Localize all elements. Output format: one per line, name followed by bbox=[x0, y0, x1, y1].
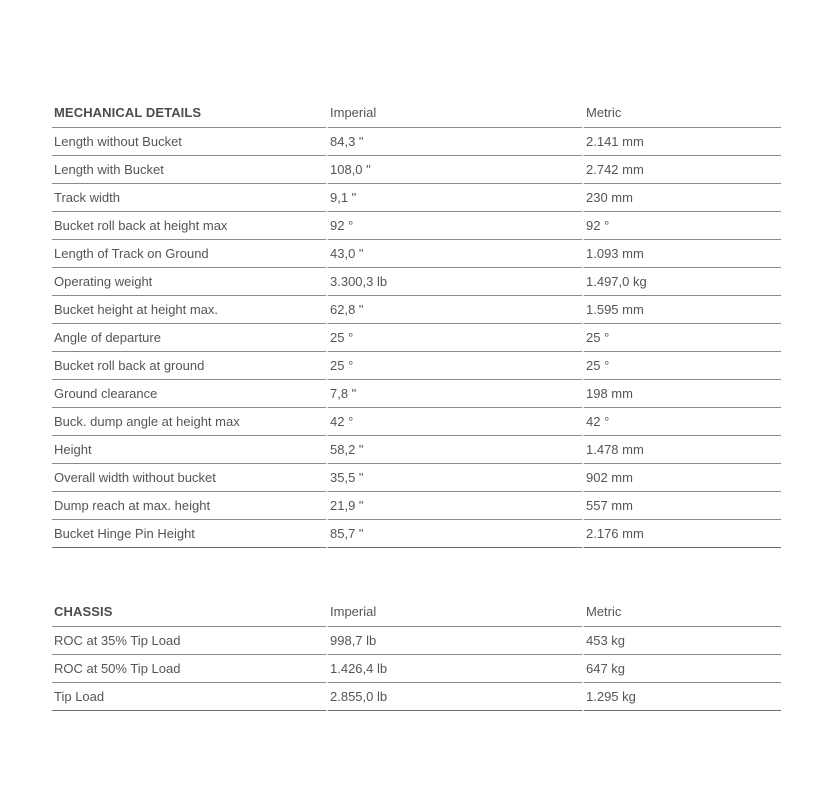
spec-label: ROC at 35% Tip Load bbox=[52, 627, 328, 655]
table-row bbox=[52, 184, 781, 212]
column-header-imperial: Imperial bbox=[328, 95, 584, 128]
column-header-metric: Metric bbox=[584, 95, 781, 128]
imperial-value: 1.426,4 lb bbox=[328, 655, 584, 683]
table-row bbox=[52, 408, 781, 436]
imperial-value: 9,1 " bbox=[328, 184, 584, 212]
imperial-value: 58,2 " bbox=[328, 436, 584, 464]
metric-value: 42 ° bbox=[584, 408, 781, 436]
imperial-value: 25 ° bbox=[328, 352, 584, 380]
table-header-row bbox=[52, 95, 781, 128]
imperial-value: 998,7 lb bbox=[328, 627, 584, 655]
spec-label: Length without Bucket bbox=[52, 128, 328, 156]
metric-value: 25 ° bbox=[584, 352, 781, 380]
table-row bbox=[52, 380, 781, 408]
spec-label: Ground clearance bbox=[52, 380, 328, 408]
spec-label: Dump reach at max. height bbox=[52, 492, 328, 520]
table-row bbox=[52, 296, 781, 324]
spec-label: Angle of departure bbox=[52, 324, 328, 352]
spec-label: Tip Load bbox=[52, 683, 328, 711]
imperial-value: 2.855,0 lb bbox=[328, 683, 584, 711]
spec-label: Track width bbox=[52, 184, 328, 212]
table-row bbox=[52, 464, 781, 492]
imperial-value: 21,9 " bbox=[328, 492, 584, 520]
table-row bbox=[52, 492, 781, 520]
metric-value: 198 mm bbox=[584, 380, 781, 408]
spec-label: Bucket Hinge Pin Height bbox=[52, 520, 328, 548]
metric-value: 647 kg bbox=[584, 655, 781, 683]
metric-value: 1.295 kg bbox=[584, 683, 781, 711]
spec-label: Length of Track on Ground bbox=[52, 240, 328, 268]
column-header-imperial: Imperial bbox=[328, 594, 584, 627]
metric-value: 2.176 mm bbox=[584, 520, 781, 548]
table-row bbox=[52, 436, 781, 464]
spec-label: Bucket roll back at height max bbox=[52, 212, 328, 240]
table-row bbox=[52, 240, 781, 268]
imperial-value: 108,0 " bbox=[328, 156, 584, 184]
imperial-value: 84,3 " bbox=[328, 128, 584, 156]
chassis-table bbox=[52, 594, 781, 711]
table-row bbox=[52, 627, 781, 655]
imperial-value: 62,8 " bbox=[328, 296, 584, 324]
table-row bbox=[52, 520, 781, 548]
spec-label: Bucket height at height max. bbox=[52, 296, 328, 324]
metric-value: 92 ° bbox=[584, 212, 781, 240]
imperial-value: 35,5 " bbox=[328, 464, 584, 492]
metric-value: 1.478 mm bbox=[584, 436, 781, 464]
table-header-row bbox=[52, 594, 781, 627]
table-row bbox=[52, 212, 781, 240]
table-row bbox=[52, 128, 781, 156]
imperial-value: 43,0 " bbox=[328, 240, 584, 268]
spec-label: ROC at 50% Tip Load bbox=[52, 655, 328, 683]
metric-value: 2.742 mm bbox=[584, 156, 781, 184]
spec-label: Length with Bucket bbox=[52, 156, 328, 184]
metric-value: 230 mm bbox=[584, 184, 781, 212]
imperial-value: 25 ° bbox=[328, 324, 584, 352]
section-title: CHASSIS bbox=[52, 594, 328, 627]
table-body bbox=[52, 627, 781, 711]
table-row bbox=[52, 268, 781, 296]
column-header-metric: Metric bbox=[584, 594, 781, 627]
imperial-value: 42 ° bbox=[328, 408, 584, 436]
spec-label: Height bbox=[52, 436, 328, 464]
section-title: MECHANICAL DETAILS bbox=[52, 95, 328, 128]
table-row bbox=[52, 156, 781, 184]
imperial-value: 92 ° bbox=[328, 212, 584, 240]
metric-value: 1.595 mm bbox=[584, 296, 781, 324]
imperial-value: 3.300,3 lb bbox=[328, 268, 584, 296]
table-row bbox=[52, 352, 781, 380]
metric-value: 1.497,0 kg bbox=[584, 268, 781, 296]
table-row bbox=[52, 683, 781, 711]
metric-value: 557 mm bbox=[584, 492, 781, 520]
metric-value: 902 mm bbox=[584, 464, 781, 492]
imperial-value: 85,7 " bbox=[328, 520, 584, 548]
metric-value: 2.141 mm bbox=[584, 128, 781, 156]
metric-value: 25 ° bbox=[584, 324, 781, 352]
metric-value: 1.093 mm bbox=[584, 240, 781, 268]
spec-label: Operating weight bbox=[52, 268, 328, 296]
spec-label: Overall width without bucket bbox=[52, 464, 328, 492]
metric-value: 453 kg bbox=[584, 627, 781, 655]
table-row bbox=[52, 655, 781, 683]
mechanical-details-table bbox=[52, 95, 781, 548]
spec-label: Buck. dump angle at height max bbox=[52, 408, 328, 436]
table-body bbox=[52, 128, 781, 548]
table-row bbox=[52, 324, 781, 352]
imperial-value: 7,8 " bbox=[328, 380, 584, 408]
spec-label: Bucket roll back at ground bbox=[52, 352, 328, 380]
